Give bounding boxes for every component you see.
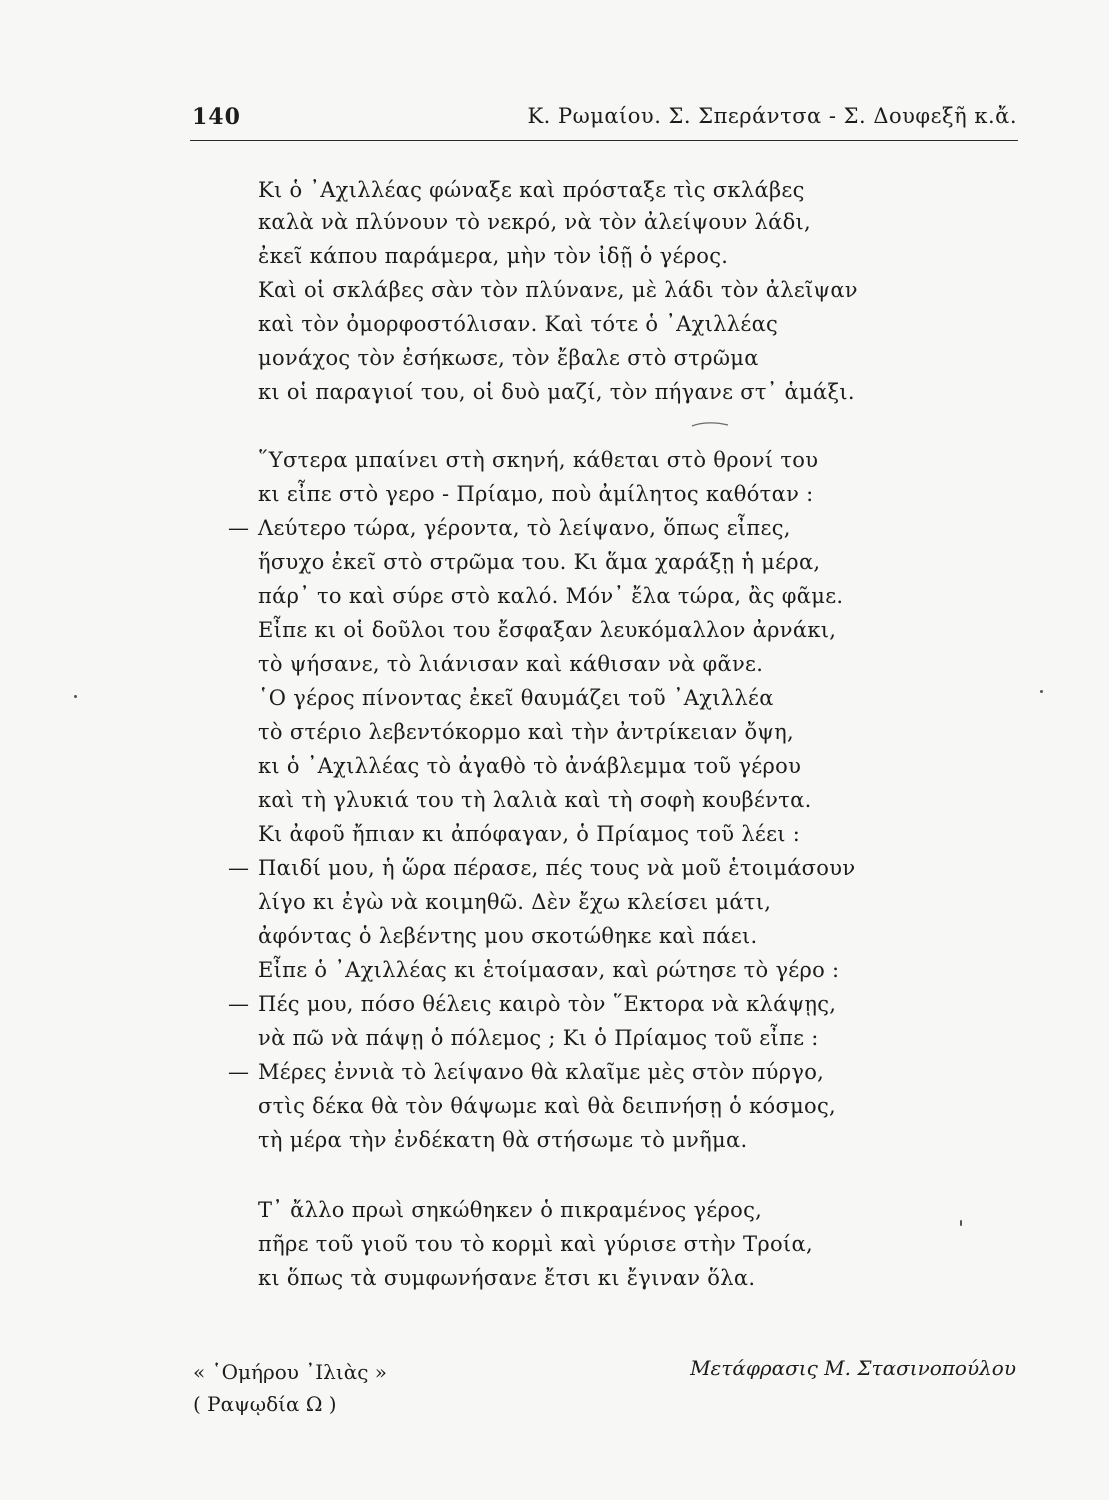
poem-line: κι ὅπως τὰ συμφωνήσανε ἔτσι κι ἔγιναν ὅλα. xyxy=(258,1266,756,1290)
dialogue-dash: — xyxy=(228,516,249,540)
poem-line: τὸ ψήσανε, τὸ λιάνισαν καὶ κάθισαν νὰ φᾶνε. xyxy=(258,652,764,676)
dialogue-dash: — xyxy=(228,1060,249,1084)
poem-line: καὶ τὸν ὀμορφοστόλισαν. Καὶ τότε ὁ ᾿Αχιλλέας xyxy=(258,312,779,336)
poem-line: τὴ μέρα τὴν ἐνδέκατη θὰ στήσωμε τὸ μνῆμα. xyxy=(258,1128,748,1152)
poem-line: ῾Ο γέρος πίνοντας ἐκεῖ θαυμάζει τοῦ ᾿Αχιλλέα xyxy=(258,686,774,710)
poem-line: καλὰ νὰ πλύνουν τὸ νεκρό, νὰ τὸν ἀλείψουν λάδι, xyxy=(258,210,812,234)
poem-line: Πές μου, πόσο θέλεις καιρὸ τὸν ῞Εκτορα νὰ κλάψῃς, xyxy=(258,992,837,1016)
poem-line: Εἶπε κι οἱ δοῦλοι του ἔσφαξαν λευκόμαλλον ἀρνάκι, xyxy=(258,618,837,642)
poem-line: Λεύτερο τώρα, γέροντα, τὸ λείψανο, ὅπως εἶπες, xyxy=(258,516,791,540)
poem-line: Καὶ οἱ σκλάβες σὰν τὸν πλύνανε, μὲ λάδι τὸν ἀλεῖψαν xyxy=(258,278,858,302)
poem-line: Κι ὁ ᾿Αχιλλέας φώναξε καὶ πρόσταξε τὶς σκλάβες xyxy=(258,178,805,202)
dialogue-dash: — xyxy=(228,992,249,1016)
poem-line: ἀφόντας ὁ λεβέντης μου σκοτώθηκε καὶ πάει. xyxy=(258,924,758,948)
poem-line: κι ὁ ᾿Αχιλλέας τὸ ἀγαθὸ τὸ ἀνάβλεμμα τοῦ γέρου xyxy=(258,754,802,778)
translator-credit: Μετάφρασις Μ. Στασινοπούλου xyxy=(690,1356,1016,1380)
running-header: Κ. Ρωμαίου. Σ. Σπεράντσα - Σ. Δουφεξῆ κ.ἄ. xyxy=(527,104,1017,128)
poem-line: ἥσυχο ἐκεῖ στὸ στρῶμα του. Κι ἅμα χαράξῃ ἡ μέρα, xyxy=(258,550,821,574)
poem-line: κι οἱ παραγιοί του, οἱ δυὸ μαζί, τὸν πήγανε στ᾿ ἁμάξι. xyxy=(258,380,855,404)
print-speck xyxy=(960,1220,962,1226)
ornament-mark xyxy=(690,420,730,430)
poem-line: Κι ἀφοῦ ἤπιαν κι ἀπόφαγαν, ὁ Πρίαμος τοῦ λέει : xyxy=(258,822,801,846)
poem-line: ἐκεῖ κάπου παράμερα, μὴν τὸν ἰδῇ ὁ γέρος. xyxy=(258,244,729,268)
poem-line: νὰ πῶ νὰ πάψῃ ὁ πόλεμος ; Κι ὁ Πρίαμος τοῦ εἶπε : xyxy=(258,1026,819,1050)
poem-line: πῆρε τοῦ γιοῦ του τὸ κορμὶ καὶ γύρισε στὴν Τροία, xyxy=(258,1232,813,1256)
poem-line: Μέρες ἐννιὰ τὸ λείψανο θὰ κλαῖμε μὲς στὸν πύργο, xyxy=(258,1060,825,1084)
print-speck xyxy=(1040,690,1043,693)
poem-line: ῞Υστερα μπαίνει στὴ σκηνή, κάθεται στὸ θρονί του xyxy=(258,448,819,472)
poem-line: καὶ τὴ γλυκιά του τὴ λαλιὰ καὶ τὴ σοφὴ κουβέντα. xyxy=(258,788,812,812)
source-citation xyxy=(193,1356,387,1420)
poem-line: μονάχος τὸν ἐσήκωσε, τὸν ἔβαλε στὸ στρῶμα xyxy=(258,346,759,370)
page-number: 140 xyxy=(192,104,241,130)
source-title: « ῾Ομήρου ᾿Ιλιὰς » xyxy=(193,1360,388,1384)
poem-line: κι εἶπε στὸ γερο - Πρίαμο, ποὺ ἀμίλητος καθόταν : xyxy=(258,482,814,506)
poem-line: στὶς δέκα θὰ τὸν θάψωμε καὶ θὰ δειπνήσῃ ὁ κόσμος, xyxy=(258,1094,837,1118)
poem-line: τὸ στέριο λεβεντόκορμο καὶ τὴν ἀντρίκειαν ὄψη, xyxy=(258,720,795,744)
print-speck xyxy=(74,695,77,698)
poem-line: Εἶπε ὁ ᾿Αχιλλέας κι ἑτοίμασαν, καὶ ρώτησε τὸ γέρο : xyxy=(258,958,840,982)
dialogue-dash: — xyxy=(228,856,249,880)
poem-line: Παιδί μου, ἡ ὥρα πέρασε, πές τους νὰ μοῦ ἑτοιμάσουν xyxy=(258,856,856,880)
poem-line: λίγο κι ἐγὼ νὰ κοιμηθῶ. Δὲν ἔχω κλείσει μάτι, xyxy=(258,890,772,914)
poem-line: πάρ᾿ το καὶ σύρε στὸ καλό. Μόν᾿ ἔλα τώρα, ἂς φᾶμε. xyxy=(258,584,844,608)
source-rhapsody: ( Ραψῳδία Ω ) xyxy=(193,1392,337,1416)
poem-line: Τ᾿ ἄλλο πρωὶ σηκώθηκεν ὁ πικραμένος γέρος, xyxy=(258,1198,763,1222)
